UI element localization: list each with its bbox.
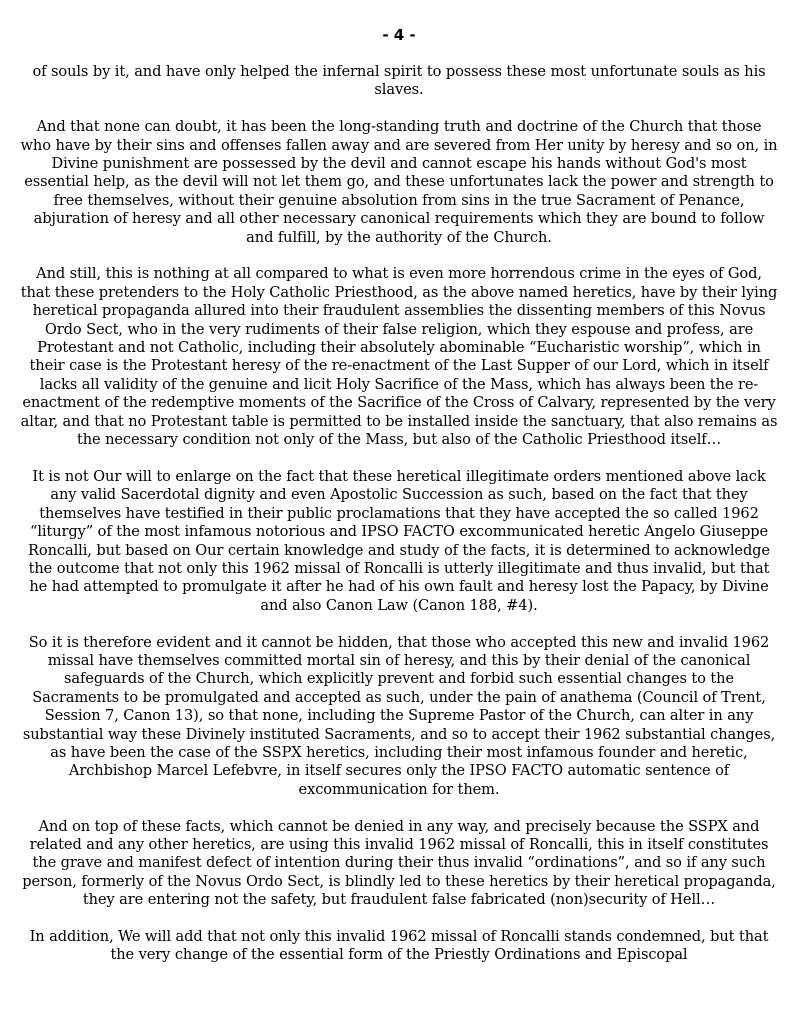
paragraph-1: of souls by it, and have only helped the infernal spirit to possess these most unfortunate souls as his slaves.: [32, 63, 766, 99]
paragraph-3: And still, this is nothing at all compared to what is even more horrendous crime in the eyes of God, that these pretenders to the Holy Catholic Priesthood, as the above named heretics, have by their lying heretical propaganda allured into their fraudulent assemblies the dissenting members of this Novus Ordo Sect, who in the very rudiments of their false religion, which they espouse and profess, are Protestant and not Catholic, including their absolutely abominable “Eucharistic worship”, which in their case is the Protestant heresy of the re-enactment of the Last Supper of our Lord, which in itself lacks all validity of the genuine and licit Holy Sacrifice of the Mass, which has always been the re-enactment of the redemptive moments of the Sacrifice of the Cross of Calvary, represented by the very altar, and that no Protestant table is permitted to be installed inside the sanctuary, that also remains as the necessary condition not only of the Mass, but also of the Catholic Priesthood itself…: [20, 265, 778, 449]
page-number: - 4 -: [382, 26, 416, 44]
paragraph-4: It is not Our will to enlarge on the fact that these heretical illegitimate orders mentioned above lack any valid Sacerdotal dignity and even Apostolic Succession as such, based on the fact that they themselves have testified in their public proclamations that they have accepted the so called 1962 “liturgy” of the most infamous notorious and IPSO FACTO excommunicated heretic Angelo Giuseppe Roncalli, but based on Our certain knowledge and study of the facts, it is determined to acknowledge the outcome that not only this 1962 missal of Roncalli is utterly illegitimate and thus invalid, but that he had attempted to promulgate it after he had of his own fault and heresy lost the Papacy, by Divine and also Canon Law (Canon 188, #4).: [28, 467, 770, 614]
paragraph-5: So it is therefore evident and it cannot be hidden, that those who accepted this new and invalid 1962 missal have themselves committed mortal sin of heresy, and this by their denial of the canonical safeguards of the Church, which explicitly prevent and forbid such essential changes to the Sacraments to be promulgated and accepted as such, under the pain of anathema (Council of Trent, Session 7, Canon 13), so that none, including the Supreme Pastor of the Church, can alter in any substantial way these Divinely instituted Sacraments, and so to accept their 1962 substantial changes, as have been the case of the SSPX heretics, including their most infamous founder and heretic, Archbishop Marcel Lefebvre, in itself secures only the IPSO FACTO automatic sentence of excommunication for them.: [22, 633, 776, 798]
paragraph-6: And on top of these facts, which cannot be denied in any way, and precisely because the SSPX and related and any other heretics, are using this invalid 1962 missal of Roncalli, this in itself constitutes the grave and manifest defect of intention during their thus invalid “ordinations”, and so if any such person, formerly of the Novus Ordo Sect, is blindly led to these heretics by their heretical propaganda, they are entering not the safety, but fraudulent false fabricated (non)security of Hell…: [22, 817, 776, 909]
paragraph-7: In addition, We will add that not only this invalid 1962 missal of Roncalli stands condemned, but that the very change of the essential form of the Priestly Ordinations and Episcopal: [29, 928, 769, 964]
paragraph-2: And that none can doubt, it has been the long-standing truth and doctrine of the Church that those who have by their sins and offenses fallen away and are severed from Her unity by heresy and so on, in Divine punishment are possessed by the devil and cannot escape his hands without God's most essential help, as the devil will not let them go, and these unfortunates lack the power and strength to free themselves, without their genuine absolution from sins in the true Sacrament of Penance, abjuration of heresy and all other necessary canonical requirements which they are bound to follow and fulfill, by the authority of the Church.: [20, 118, 778, 246]
